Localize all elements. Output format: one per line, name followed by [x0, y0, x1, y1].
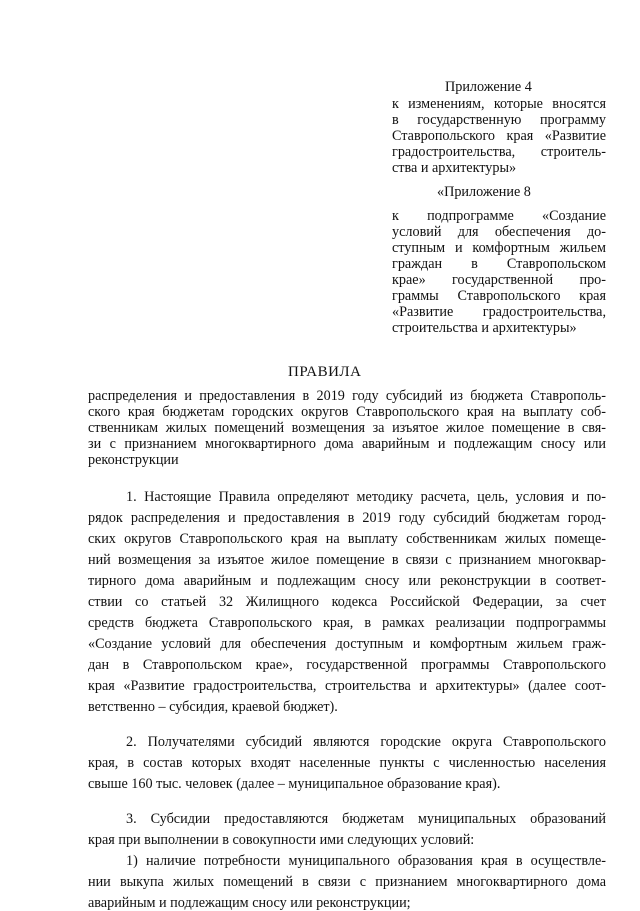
rules-title: ПРАВИЛА — [288, 364, 362, 380]
paragraph-1-line: ских округов Ставропольского края на выплату собственникам жилых помеще- — [88, 531, 606, 547]
appendix-4-line: градостроительства, строитель- — [392, 144, 606, 160]
paragraph-1-line: 1. Настоящие Правила определяют методику расчета, цель, условия и по- — [126, 489, 606, 505]
paragraph-3-line: 3. Субсидии предоставляются бюджетам муниципальных образований — [126, 811, 606, 827]
paragraph-3-line: края при выполнении в совокупности ими следующих условий: — [88, 832, 475, 848]
appendix-4-line: в государственную программу — [392, 112, 606, 128]
paragraph-1-line: «Создание условий для обеспечения доступным и комфортным жильем граж- — [88, 636, 606, 652]
paragraph-2-line: свыше 160 тыс. человек (далее – муниципальное образование края). — [88, 776, 501, 792]
rules-subtitle-line: ского края бюджетам городских округов Ставропольского края на выплату соб- — [88, 404, 606, 420]
appendix-8-line: граждан в Ставропольском — [392, 256, 606, 272]
appendix-4-line: к изменениям, которые вносятся — [392, 96, 606, 112]
paragraph-1-line: тирного дома аварийным и подлежащим сносу или реконструкции в соответ- — [88, 573, 606, 589]
appendix-8-line: «Развитие градостроительства, — [392, 304, 606, 320]
rules-subtitle-line: ственникам жилых помещений возмещения за изъятое жилое помещение в свя- — [88, 420, 606, 436]
paragraph-3-1-line: нии выкупа жилых помещений в связи с признанием многоквартирного дома — [88, 874, 606, 890]
paragraph-3-1-line: аварийным и подлежащим сносу или реконструкции; — [88, 895, 411, 911]
paragraph-1-line: рядок распределения и предоставления в 2019 году субсидий бюджетам город- — [88, 510, 606, 526]
rules-subtitle-line: зи с признанием многоквартирного дома аварийным и подлежащим сносу или — [88, 436, 606, 452]
paragraph-2-line: 2. Получателями субсидий являются городские округа Ставропольского — [126, 734, 606, 750]
appendix-8-line: к подпрограмме «Создание — [392, 208, 606, 224]
paragraph-3-1-line: 1) наличие потребности муниципального образования края в осуществле- — [126, 853, 606, 869]
paragraph-2-line: края, в состав которых входят населенные пункты с численностью населения — [88, 755, 606, 771]
appendix-8-line: крае» государственной про- — [392, 272, 606, 288]
appendix-4-line: ства и архитектуры» — [392, 160, 517, 176]
paragraph-1-line: средств бюджета Ставропольского края, в рамках реализации подпрограммы — [88, 615, 606, 631]
paragraph-1-line: дан в Ставропольском крае», государственной программы Ставропольского — [88, 657, 606, 673]
appendix-8-line: ступным и комфортным жильем — [392, 240, 606, 256]
paragraph-1-line: края «Развитие градостроительства, строительства и архитектуры» (далее соот- — [88, 678, 606, 694]
paragraph-1-line: ветственно – субсидия, краевой бюджет). — [88, 699, 338, 715]
paragraph-1-line: ний возмещения за изъятое жилое помещение в связи с признанием многоквар- — [88, 552, 606, 568]
appendix-4-line: Ставропольского края «Развитие — [392, 128, 606, 144]
paragraph-1-line: ствии со статьей 32 Жилищного кодекса Российской Федерации, за счет — [88, 594, 606, 610]
appendix-8-line: условий для обеспечения до- — [392, 224, 606, 240]
rules-subtitle-line: распределения и предоставления в 2019 году субсидий из бюджета Ставрополь- — [88, 388, 606, 404]
appendix-8-line: граммы Ставропольского края — [392, 288, 606, 304]
appendix-4-heading: Приложение 4 — [445, 79, 532, 95]
rules-subtitle-line: реконструкции — [88, 452, 179, 468]
appendix-8-line: строительства и архитектуры» — [392, 320, 577, 336]
appendix-8-heading: «Приложение 8 — [437, 184, 531, 200]
